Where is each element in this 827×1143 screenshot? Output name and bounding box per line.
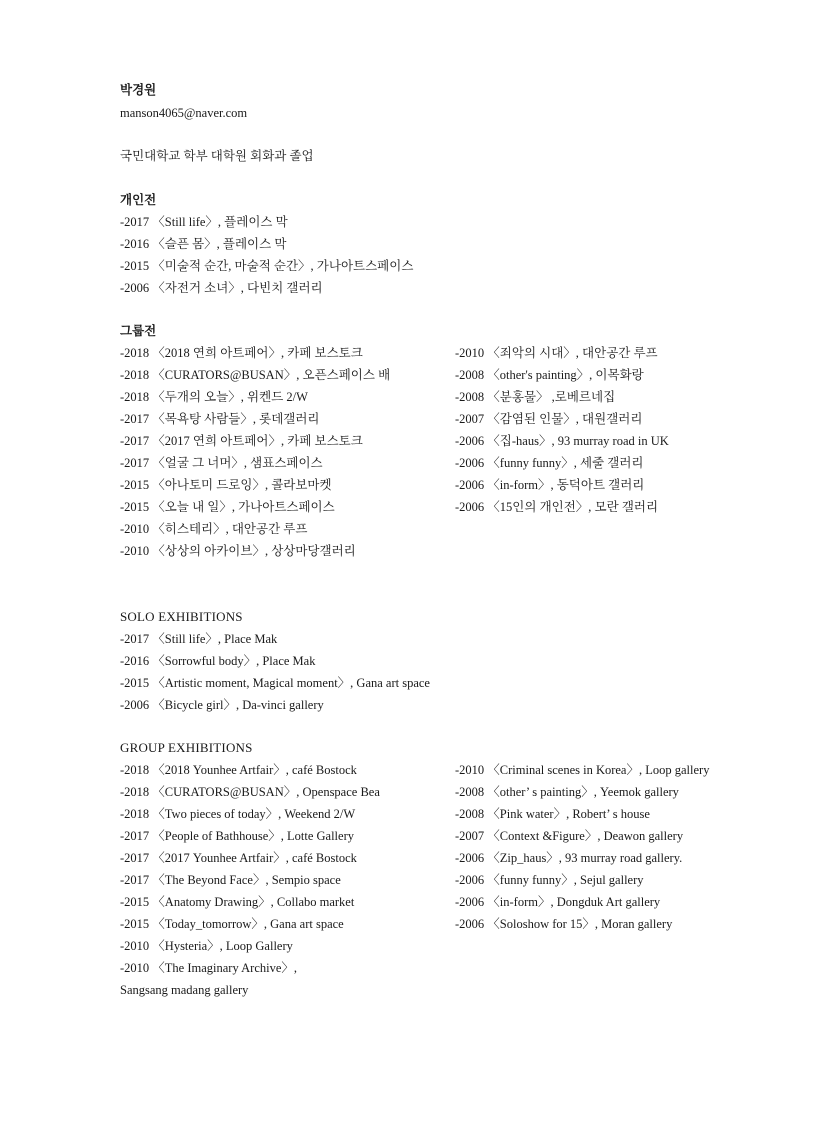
group-en-list-left [120,762,380,1004]
list-item: -2010 〈죄악의 시대〉, 대안공간 루프 [455,346,658,360]
artist-name: 박경원 [120,83,157,97]
list-item: -2010 〈Criminal scenes in Korea〉, Loop gallery [455,763,710,777]
list-item: -2006 〈in-form〉, 동덕아트 갤러리 [455,478,645,492]
list-item: -2008 〈other's painting〉, 이목화랑 [455,368,644,382]
list-item: -2018 〈2018 연희 아트페어〉, 카페 보스토크 [120,346,363,360]
list-item: -2008 〈분홍물〉 ,로베르네집 [455,390,616,404]
solo-ko-heading: 개인전 [120,193,157,207]
education: 국민대학교 학부 대학원 회화과 졸업 [120,149,314,163]
list-item: -2006 〈Zip_haus〉, 93 murray road gallery. [455,851,683,865]
list-item: -2008 〈Pink water〉, Robert’ s house [455,807,650,821]
list-item: -2016 〈슬픈 몸〉, 플레이스 막 [120,237,287,251]
list-item: -2015 〈오늘 내 일〉, 가나아트스페이스 [120,500,335,514]
group-ko-list-right [455,345,669,521]
list-item: -2006 〈funny funny〉, 세줄 갤러리 [455,456,644,470]
group-ko-list-left [120,345,390,565]
list-item: -2017 〈Still life〉, Place Mak [120,632,278,646]
list-item: -2016 〈Sorrowful body〉, Place Mak [120,654,316,668]
list-item: -2017 〈People of Bathhouse〉, Lotte Gallery [120,829,354,843]
list-item: -2015 〈Artistic moment, Magical moment〉, Gana art space [120,676,430,690]
list-item: -2006 〈Soloshow for 15〉, Moran gallery [455,917,673,931]
list-item: -2018 〈CURATORS@BUSAN〉, 오픈스페이스 배 [120,368,391,382]
list-item: -2010 〈Hysteria〉, Loop Gallery [120,939,293,953]
list-item: -2015 〈Anatomy Drawing〉, Collabo market [120,895,355,909]
list-item: -2010 〈상상의 아카이브〉, 상상마당갤러리 [120,544,356,558]
solo-en-list [120,631,430,719]
list-item: -2008 〈other’ s painting〉, Yeemok gallery [455,785,679,799]
list-item: -2006 〈in-form〉, Dongduk Art gallery [455,895,661,909]
list-item: -2017 〈The Beyond Face〉, Sempio space [120,873,341,887]
list-item: -2018 〈Two pieces of today〉, Weekend 2/W [120,807,356,821]
group-ko-heading: 그룹전 [120,324,157,338]
solo-en-heading: SOLO EXHIBITIONS [120,609,243,624]
list-item: -2017 〈목욕탕 사람들〉, 롯데갤러리 [120,412,320,426]
solo-ko-list [120,214,413,302]
list-item: -2006 〈Bicycle girl〉, Da-vinci gallery [120,698,324,712]
list-item: -2018 〈두개의 오늘〉, 위켄드 2/W [120,390,308,404]
list-item: -2006 〈자전거 소녀〉, 다빈치 갤러리 [120,281,323,295]
group-en-heading: GROUP EXHIBITIONS [120,740,253,755]
list-item: -2017 〈2017 연희 아트페어〉, 카페 보스토크 [120,434,363,448]
list-item: -2010 〈The Imaginary Archive〉, [120,961,298,975]
list-item: Sangsang madang gallery [120,983,249,997]
list-item: -2015 〈아나토미 드로잉〉, 콜라보마켓 [120,478,332,492]
list-item: -2006 〈집-haus〉, 93 murray road in UK [455,434,669,448]
list-item: -2006 〈funny funny〉, Sejul gallery [455,873,644,887]
list-item: -2018 〈CURATORS@BUSAN〉, Openspace Bea [120,785,380,799]
list-item: -2017 〈Still life〉, 플레이스 막 [120,215,288,229]
list-item: -2007 〈Context &Figure〉, Deawon gallery [455,829,684,843]
list-item: -2017 〈2017 Younhee Artfair〉, café Bostock [120,851,357,865]
list-item: -2017 〈얼굴 그 너머〉, 샘표스페이스 [120,456,323,470]
list-item: -2015 〈Today_tomorrow〉, Gana art space [120,917,344,931]
email: manson4065@naver.com [120,106,248,120]
list-item: -2018 〈2018 Younhee Artfair〉, café Bostock [120,763,357,777]
list-item: -2015 〈미술적 순간, 마술적 순간〉, 가나아트스페이스 [120,259,414,273]
list-item: -2007 〈감염된 인물〉, 대원갤러리 [455,412,643,426]
list-item: -2010 〈히스테리〉, 대안공간 루프 [120,522,308,536]
group-en-list-right [455,762,709,938]
list-item: -2006 〈15인의 개인전〉, 모란 갤러리 [455,500,659,514]
